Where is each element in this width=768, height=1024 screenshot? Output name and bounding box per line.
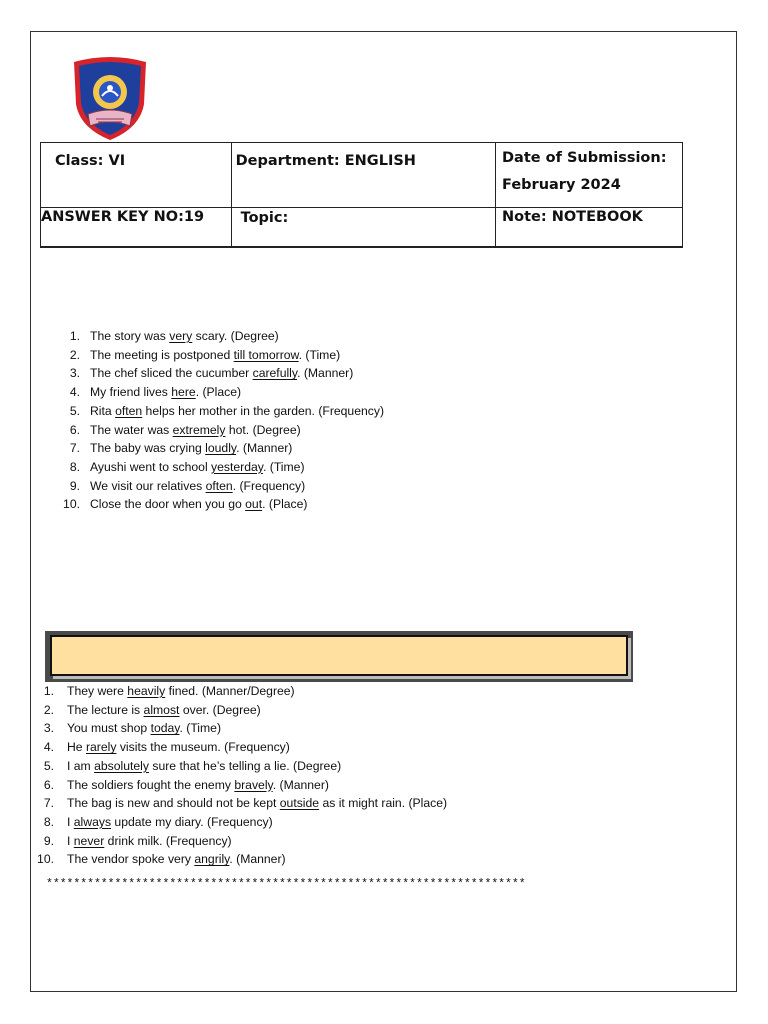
item-text-before: Ayushi went to school (90, 459, 212, 474)
adverb: almost (143, 702, 180, 717)
item-text-before: He (67, 740, 86, 755)
section-banner (45, 631, 633, 682)
list-item (56, 495, 384, 514)
item-text-before: I am (67, 758, 95, 773)
topic-label: Topic: (240, 210, 289, 226)
item-text-after: . (Manner) (229, 852, 286, 867)
department-cell (231, 143, 495, 208)
item-number: 3. (69, 366, 80, 381)
note-label: Note: NOTEBOOK (502, 209, 643, 225)
item-text-after: . (Frequency) (232, 478, 306, 493)
adverb: yesterday (211, 459, 263, 474)
adverb: always (73, 814, 112, 829)
item-number: 8. (43, 814, 54, 829)
item-text (67, 738, 290, 757)
adverb: never (73, 833, 105, 848)
item-text-after: . (Manner) (297, 366, 354, 381)
answer-key-cell (41, 208, 232, 248)
list-item (56, 458, 384, 477)
item-text-after: over. (Degree) (179, 702, 261, 717)
item-text-before: We visit our relatives (90, 478, 206, 493)
answer-key-label: ANSWER KEY NO:19 (41, 209, 205, 225)
item-number: 3. (43, 721, 54, 736)
submission-label: Date of Submission: (502, 150, 667, 166)
list-item (36, 832, 447, 851)
item-text-after: fined. (Manner/Degree) (165, 684, 295, 698)
item-text-after: . (Time) (179, 721, 222, 736)
item-text-before: The chef sliced the cucumber (90, 366, 253, 381)
school-crest-icon (68, 56, 152, 142)
item-text (67, 757, 341, 776)
item-text-after: update my diary. (Frequency) (111, 814, 273, 829)
item-text-after: . (Place) (195, 385, 242, 400)
item-text-after: . (Time) (262, 459, 305, 474)
adverb: often (115, 403, 143, 418)
list-item (56, 327, 384, 346)
list-item (56, 364, 384, 383)
submission-date: February 2024 (502, 177, 621, 193)
list-item (36, 757, 447, 776)
item-text-after: visits the museum. (Frequency) (116, 740, 290, 755)
item-number: 9. (69, 478, 80, 493)
item-text-before: Close the door when you go (90, 497, 246, 512)
list-item (56, 421, 384, 440)
exercise1-list (56, 327, 384, 514)
item-number: 2. (43, 702, 54, 717)
item-text-after: . (Manner) (236, 441, 293, 456)
section-banner-fill (50, 635, 628, 676)
adverb: today (150, 721, 180, 736)
list-item (56, 346, 384, 365)
item-number: 10. (37, 852, 54, 867)
list-item (36, 738, 447, 757)
class-label: Class: VI (55, 153, 126, 169)
adverb: outside (279, 796, 320, 811)
adverb: angrily (194, 852, 230, 867)
item-text (67, 719, 221, 738)
item-text (90, 364, 353, 383)
item-text-before: The story was (90, 329, 170, 343)
item-number: 8. (69, 459, 80, 474)
item-text (90, 421, 301, 440)
item-number: 6. (43, 777, 54, 792)
note-cell (496, 208, 683, 248)
list-item (36, 719, 447, 738)
header-table (40, 142, 683, 248)
item-text (90, 402, 384, 421)
item-number: 7. (43, 796, 54, 811)
item-text-before: The water was (90, 422, 173, 437)
adverb: bravely (234, 777, 273, 792)
item-text-after: . (Place) (262, 497, 308, 512)
adverb: rarely (85, 740, 117, 755)
item-text-after: as it might rain. (Place) (319, 796, 448, 811)
item-text-before: They were (67, 684, 128, 698)
list-item (36, 813, 447, 832)
adverb: till tomorrow (233, 347, 299, 362)
adverb: often (205, 478, 233, 493)
item-text-after: helps her mother in the garden. (Frequency) (142, 403, 385, 418)
item-text-before: The baby was crying (90, 441, 206, 456)
adverb: heavily (127, 684, 166, 698)
item-text (90, 477, 305, 496)
item-text (67, 850, 286, 869)
item-text (67, 776, 329, 795)
item-text-before: The vendor spoke very (67, 852, 195, 867)
list-item (56, 402, 384, 421)
item-number: 10. (63, 497, 80, 512)
item-text (90, 495, 308, 514)
list-item (56, 383, 384, 402)
item-text (67, 682, 295, 701)
item-text (90, 383, 241, 402)
list-item (36, 701, 447, 720)
item-text-before: I (67, 814, 74, 829)
item-text (67, 701, 261, 720)
adverb: absolutely (94, 758, 149, 773)
exercise2-list (36, 682, 447, 869)
adverb: loudly (205, 441, 237, 456)
item-number: 6. (69, 422, 80, 437)
item-text-before: The meeting is postponed (90, 347, 234, 362)
item-text-before: I (67, 833, 74, 848)
item-text-before: The bag is new and should not be kept (67, 796, 280, 811)
item-number: 1. (43, 684, 54, 698)
item-number: 1. (69, 329, 80, 343)
list-item (36, 776, 447, 795)
department-label: Department: ENGLISH (235, 153, 416, 169)
footer-stars: ********************************************************************** (46, 878, 526, 891)
adverb: here (171, 385, 196, 400)
item-text (90, 327, 279, 346)
item-text (90, 346, 340, 365)
list-item (36, 794, 447, 813)
item-text-before: Rita (90, 403, 116, 418)
item-text-after: hot. (Degree) (225, 422, 301, 437)
item-text-after: scary. (Degree) (192, 329, 279, 343)
item-text (67, 794, 447, 813)
list-item (56, 439, 384, 458)
item-text-after: . (Manner) (272, 777, 329, 792)
adverb: very (169, 329, 193, 343)
item-text-before: You must shop (67, 721, 151, 736)
item-text (67, 813, 273, 832)
adverb: carefully (252, 366, 298, 381)
item-number: 4. (69, 385, 80, 400)
item-number: 4. (43, 740, 54, 755)
item-text (67, 832, 232, 851)
item-text-before: My friend lives (90, 385, 172, 400)
item-text-after: sure that he’s telling a lie. (Degree) (148, 758, 342, 773)
item-text-after: . (Time) (298, 347, 341, 362)
item-text-before: The lecture is (67, 702, 144, 717)
item-number: 7. (69, 441, 80, 456)
item-text (90, 458, 305, 477)
list-item (36, 850, 447, 869)
topic-cell (231, 208, 495, 248)
item-text-after: drink milk. (Frequency) (104, 833, 232, 848)
item-number: 5. (43, 758, 54, 773)
submission-cell (496, 143, 683, 208)
adverb: out (245, 497, 263, 512)
class-cell (41, 143, 232, 208)
list-item (56, 477, 384, 496)
item-number: 2. (69, 347, 80, 362)
adverb: extremely (172, 422, 226, 437)
item-number: 5. (69, 403, 80, 418)
item-number: 9. (43, 833, 54, 848)
item-text-before: The soldiers fought the enemy (67, 777, 235, 792)
list-item (36, 682, 447, 701)
item-text (90, 439, 292, 458)
